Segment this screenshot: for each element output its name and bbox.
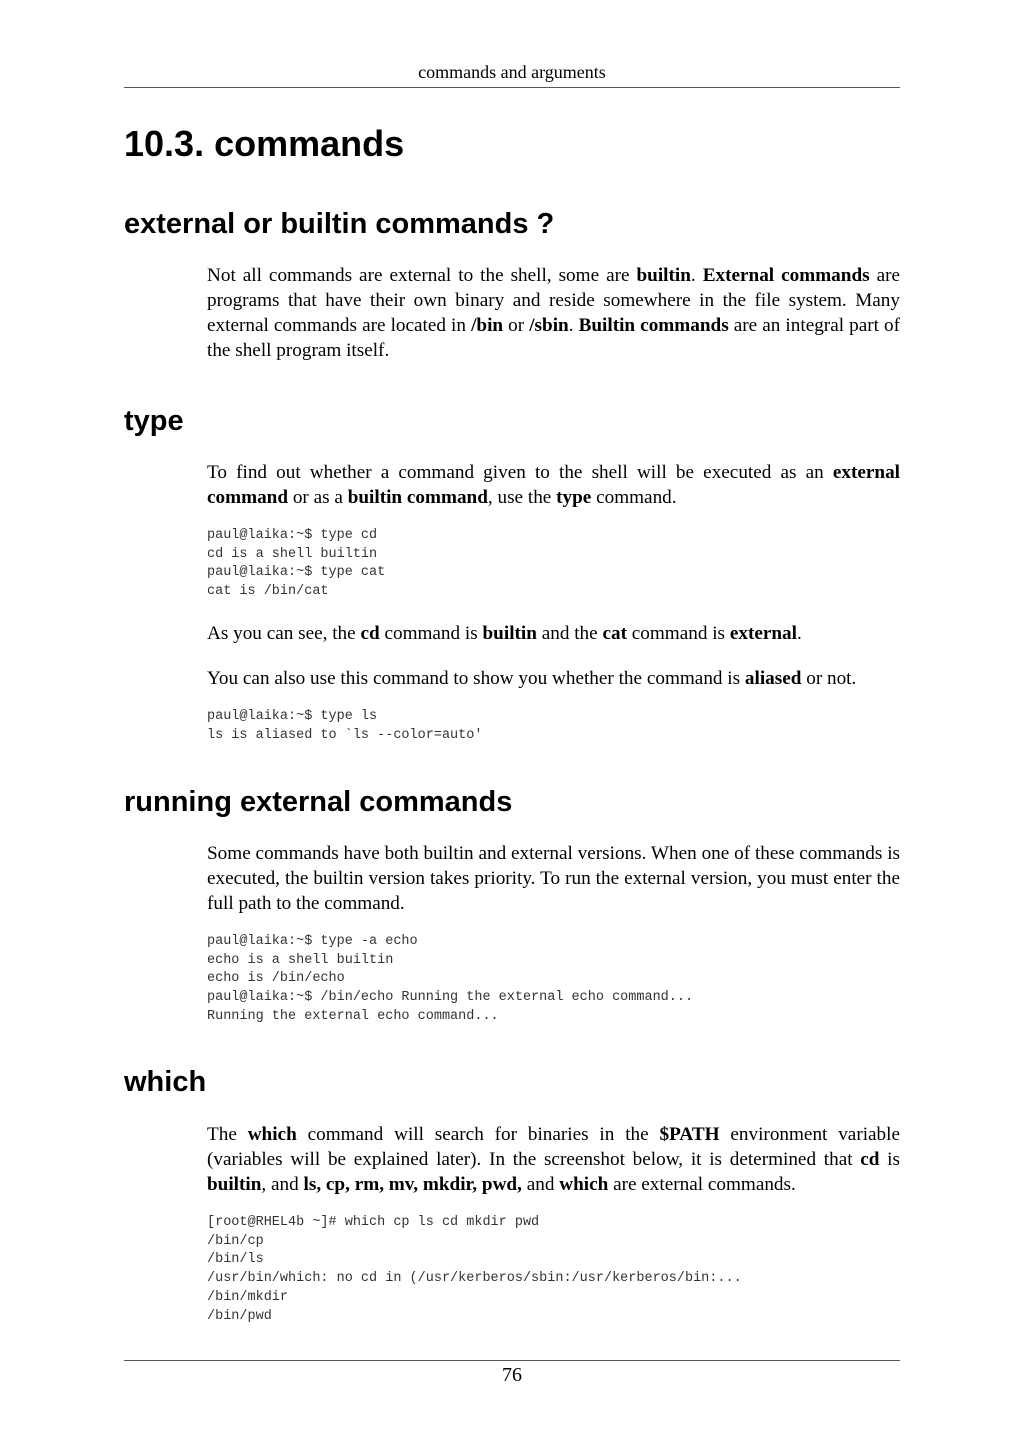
code-line: ls is aliased to `ls --color=auto' (207, 727, 483, 743)
code-block-type (207, 527, 385, 602)
paragraph-external-or-builtin: Not all commands are external to the shell, some are builtin. External commands are programs that have their own binary and reside somewhere in the file system. Many external commands are located in /bin or /sbin. Builtin commands are an integral part of the shell program itself. (207, 265, 901, 361)
heading-which: which (124, 1066, 207, 1098)
code-line: cd is a shell builtin (207, 546, 378, 562)
running-header: commands and arguments (418, 62, 606, 82)
heading-type: type (124, 405, 184, 437)
footer-rule (124, 1360, 900, 1361)
code-line: paul@laika:~$ type ls (207, 709, 378, 724)
code-line: /bin/cp (207, 1233, 264, 1249)
code-line: paul@laika:~$ type -a echo (207, 934, 418, 949)
paragraph-type-result: As you can see, the cd command is builtin and the cat command is external. (207, 623, 802, 644)
paragraph-running-external: Some commands have both builtin and external versions. When one of these commands is executed, the builtin version takes priority. To run the external version, you must enter the full path to the command. (207, 843, 900, 914)
code-block-echo (207, 933, 693, 1027)
code-line: echo is a shell builtin (207, 952, 394, 968)
code-line: /bin/ls (207, 1252, 264, 1268)
code-line: Running the external echo command... (207, 1008, 499, 1024)
page-number: 76 (502, 1364, 522, 1386)
header-rule (124, 87, 900, 88)
code-line: paul@laika:~$ type cat (207, 565, 386, 581)
paragraph-which: The which command will search for binaries in the $PATH environment variable (variables will be explained later). In the screenshot below, it is determined that cd is builtin, and ls, cp, rm, mv, mkdir, pwd, and which are external commands. (207, 1124, 901, 1195)
code-line: echo is /bin/echo (207, 971, 345, 987)
heading-running-external: running external commands (124, 786, 513, 818)
paragraph-type-aliased: You can also use this command to show you whether the command is aliased or not. (207, 668, 857, 689)
code-line: paul@laika:~$ /bin/echo Running the external echo command... (207, 990, 694, 1006)
code-line: /bin/pwd (207, 1308, 272, 1324)
section-title: 10.3. commands (124, 123, 405, 164)
code-line: /bin/mkdir (207, 1289, 289, 1305)
heading-external-or-builtin: external or builtin commands ? (124, 208, 555, 240)
code-block-which (207, 1214, 742, 1326)
code-line: /usr/bin/which: no cd in (/usr/kerberos/sbin:/usr/kerberos/bin:... (207, 1271, 742, 1287)
paragraph-type-intro: To find out whether a command given to the shell will be executed as an external command or as a builtin command, use the type command. (207, 462, 900, 508)
code-block-type-alias (207, 708, 482, 745)
code-line: [root@RHEL4b ~]# which cp ls cd mkdir pwd (207, 1215, 540, 1230)
code-line: cat is /bin/cat (207, 584, 329, 600)
code-line: paul@laika:~$ type cd (207, 528, 378, 543)
